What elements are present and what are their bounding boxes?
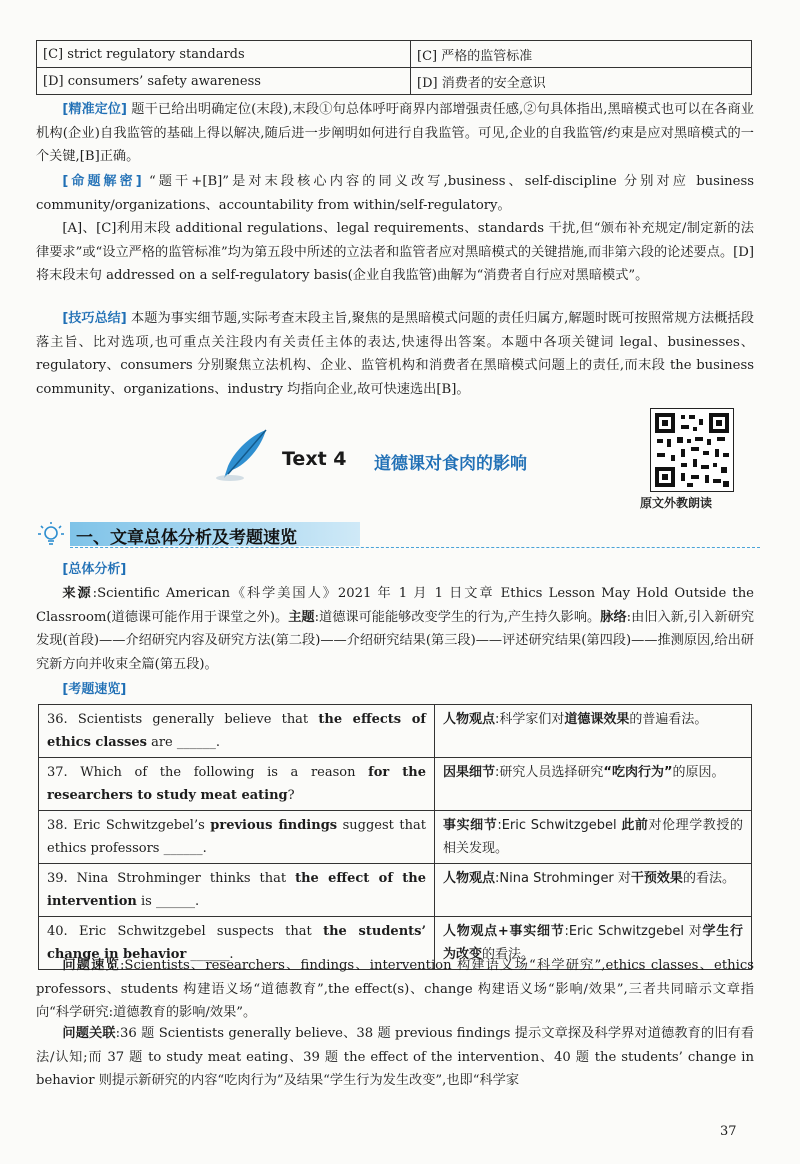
question-desc: :科学家们对 (495, 712, 565, 727)
question-desc-end: 对伦理学教授的相关发现。 (443, 818, 743, 856)
quill-pen-icon (214, 426, 274, 486)
section-header (36, 522, 760, 548)
mingti-paragraph (36, 170, 754, 217)
question-type-cell (435, 758, 752, 811)
vein-label: 脉络 (600, 609, 627, 625)
mingti-tag: [命题解密] (62, 174, 142, 189)
question-cell (39, 864, 435, 917)
option-cn: [D] 消费者的安全意识 (411, 68, 752, 95)
lightbulb-icon (36, 520, 66, 550)
wenti-susu-paragraph (36, 954, 754, 1025)
question-desc: :Nina Strohminger 对 (495, 871, 631, 886)
table-row (39, 758, 752, 811)
section-title: 一、文章总体分析及考题速览 (76, 528, 297, 548)
jiqiao-tag: [技巧总结] (62, 311, 127, 326)
theme-text: :道德课可能能够改变学生的行为,产生持久影响。 (314, 609, 601, 625)
question-focus: 学生行为改变 (443, 924, 743, 962)
jingzhun-tag: [精准定位] (62, 102, 127, 117)
wenti-guanlian-label: 问题关联 (62, 1026, 116, 1041)
question-text: 36. Scientists generally believe that (47, 712, 319, 727)
question-text-end: ______. (186, 947, 234, 962)
question-key: the effect of the intervention (47, 871, 426, 909)
wenti-guanlian-paragraph (36, 1022, 754, 1093)
question-desc-end: 的原因。 (672, 765, 725, 780)
wenti-susu-text: :Scientists、researchers、findings、intervention 构建语义场“科学研究”,ethics classes、ethics professors、students 构建语义场“道德教育”,the effect(s)、change 构建语义场“影响/效果”,三者共同暗示文章指向“科学研究:道德教育的影响/效果”。 (36, 958, 754, 1020)
table-row (37, 41, 752, 68)
source-label: 来源 (62, 586, 93, 601)
question-focus: 此前 (621, 818, 649, 833)
question-desc-end: 的普遍看法。 (629, 712, 708, 727)
question-desc: :Eric Schwitzgebel 对 (564, 924, 703, 939)
questions-table (38, 704, 752, 970)
question-desc-end: 的看法。 (682, 871, 735, 886)
wenti-susu-label: 问题速览 (62, 958, 120, 973)
question-type: 人物观点 (443, 712, 496, 727)
qr-label: 原文外教朗读 (640, 496, 713, 510)
question-type: 事实细节 (443, 818, 498, 833)
source-text: :Scientific American《科学美国人》2021 年 1 月 1 日文章 Ethics Lesson May Hold Outside the Classroom(道德课可能作用于课堂之外)。 (36, 586, 754, 625)
question-desc-end: 的看法。 (482, 947, 535, 962)
qr-code-icon[interactable] (650, 408, 734, 492)
question-type-cell (435, 864, 752, 917)
question-key: the students’ change in behavior (47, 924, 426, 962)
question-cell (39, 705, 435, 758)
text4-title: 道德课对食肉的影响 (374, 454, 527, 474)
kaoti-tag: [考题速览] (62, 682, 127, 697)
section-divider (70, 547, 760, 548)
question-type-cell (435, 811, 752, 864)
question-cell (39, 758, 435, 811)
table-row (39, 864, 752, 917)
theme-label: 主题 (288, 609, 315, 625)
question-text: 39. Nina Strohminger thinks that (47, 871, 296, 886)
question-key: for the researchers to study meat eating (47, 765, 426, 803)
question-key: the effects of ethics classes (47, 712, 426, 750)
table-row (39, 811, 752, 864)
mingti-paragraph-2 (36, 217, 754, 288)
jingzhun-text: 题干已给出明确定位(末段),末段①句总体呼吁商界内部增强责任感,②句具体指出,黑暗模式也可以在各商业机构(企业)自我监管的基础上得以解决,随后进一步阐明如何进行自我监管。可见,企业的自我监管/约束是应对黑暗模式的一个关键,[B]正确。 (36, 102, 754, 164)
question-type-cell (435, 705, 752, 758)
question-focus: 道德课效果 (564, 712, 630, 727)
question-text-end: suggest that ethics professors ______. (47, 818, 426, 856)
question-text: 38. Eric Schwitzgebel’s (47, 818, 211, 833)
question-focus: 干预效果 (630, 871, 683, 886)
question-text-end: are ______. (146, 735, 220, 750)
question-focus: “吃肉行为” (603, 765, 673, 780)
zongti-tag-line (36, 558, 754, 582)
options-table (36, 40, 752, 95)
jiqiao-paragraph (36, 307, 754, 401)
vein-text: :由旧入新,引入新研究发现(首段)——介绍研究内容及研究方法(第二段)——介绍研究结果(第三段)——评述研究结果(第四段)——推测原因,给出研究新方向并收束全篇(第五段)。 (36, 609, 755, 672)
question-text: 40. Eric Schwitzgebel suspects that (47, 924, 324, 939)
table-row (39, 705, 752, 758)
zongti-paragraph (36, 582, 754, 676)
option-cn: [C] 严格的监管标准 (411, 41, 752, 68)
question-type: 人物观点+事实细节 (443, 924, 565, 939)
jingzhun-paragraph (36, 98, 754, 169)
page-number: 37 (720, 1124, 737, 1139)
question-desc: :研究人员选择研究 (495, 765, 604, 780)
wenti-guanlian-text: :36 题 Scientists generally believe、38 题 previous findings 提示文章探及科学界对道德教育的旧有看法/认知;而 37 题 to study meat eating、39 题 the effect of the intervention、40 题 the students’ change in behavior 则提示新研究的内容“吃肉行为”及结果“学生行为发生改变”,也即“科学家 (36, 1026, 755, 1088)
question-type: 因果细节 (443, 765, 496, 780)
question-type: 人物观点 (443, 871, 496, 886)
table-row (37, 68, 752, 95)
question-text: 37. Which of the following is a reason (47, 765, 369, 780)
option-en: [D] consumers’ safety awareness (37, 68, 411, 95)
option-en: [C] strict regulatory standards (37, 41, 411, 68)
kaoti-tag-line (36, 678, 754, 702)
text4-label: Text 4 (282, 448, 347, 470)
mingti-text: “题干+[B]”是对末段核心内容的同义改写,business、self-discipline 分别对应 business community/organizations、accountability from within/self-regulatory。 (36, 174, 754, 213)
question-key: previous findings (210, 818, 338, 833)
question-desc: :Eric Schwitzgebel (497, 818, 622, 833)
mingti-text-2: [A]、[C]利用末段 additional regulations、legal requirements、standards 干扰,但“颁布补充规定/制定新的法律要求”或“设立严格的监管标准”均为第五段中所述的立法者和监管者应对黑暗模式的关键措施,而非第六段的论述要点。[D]将末段末句 addressed on a self-regulatory basis(企业自我监管)曲解为“消费者自行应对黑暗模式”。 (36, 221, 754, 283)
jiqiao-text: 本题为事实细节题,实际考查末段主旨,聚焦的是黑暗模式问题的责任归属方,解题时既可按照常规方法概括段落主旨、比对选项,也可重点关注段内有关责任主体的表达,快速得出答案。本题中各项关键词 legal、businesses、regulatory、consumers 分别聚焦立法机构、企业、监管机构和消费者在黑暗模式问题上的责任,而末段 the business community、organizations、industry 均指向企业,故可快速选出[B]。 (36, 311, 754, 397)
question-cell (39, 811, 435, 864)
question-text-end: ? (287, 788, 295, 803)
zongti-tag: [总体分析] (62, 562, 127, 577)
question-text-end: is ______. (136, 894, 200, 909)
